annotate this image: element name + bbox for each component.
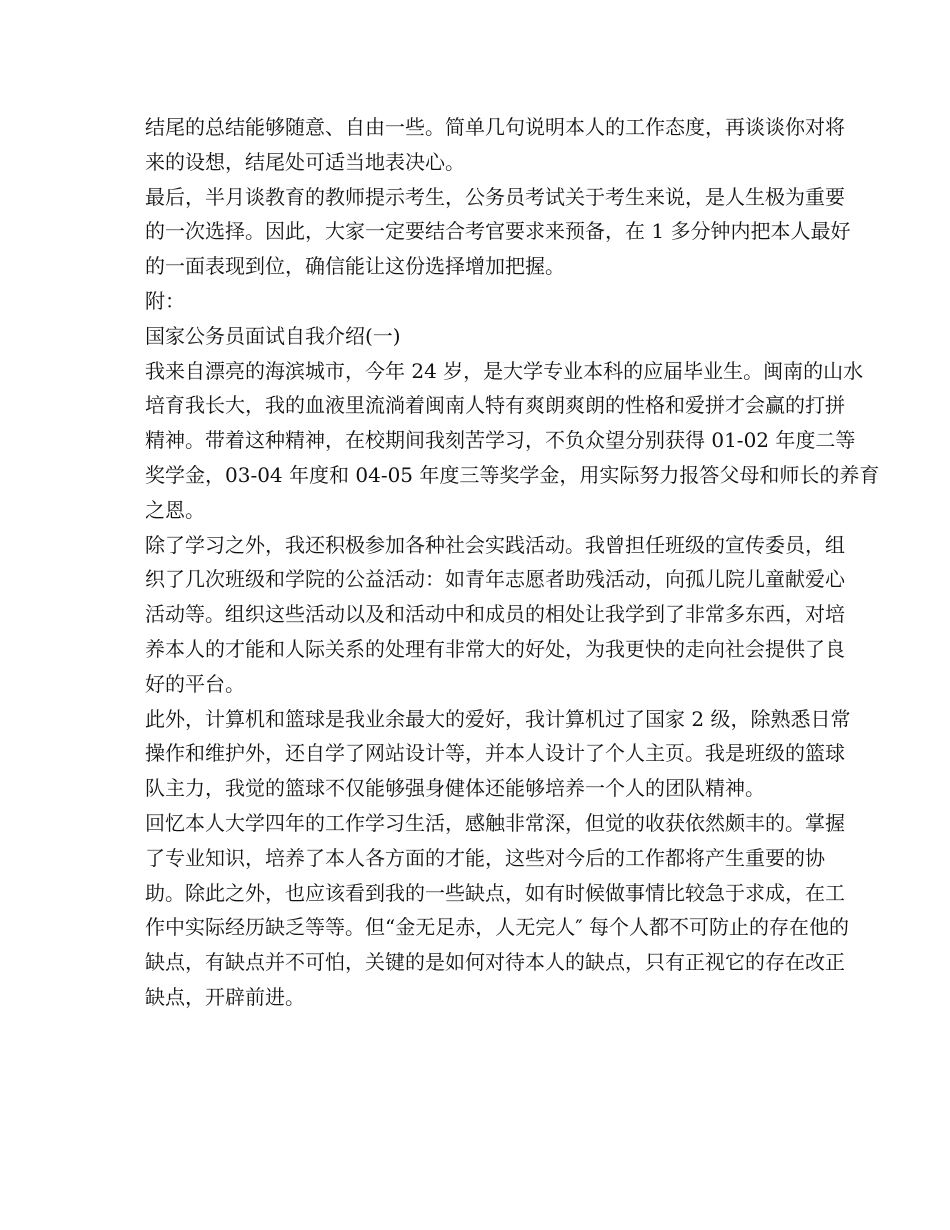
text-line: 除了学习之外，我还积极参加各种社会实践活动。我曾担任班级的宣传委员，组 (145, 532, 845, 557)
text-line: 最后，半月谈教育的教师提示考生，公务员考试关于考生来说，是人生极为重要 (145, 184, 845, 209)
text-line: 助。除此之外，也应该看到我的一些缺点，如有时候做事情比较急于求成，在工 (145, 880, 845, 905)
text-line: 作中实际经历缺乏等等。但“金无足赤，人无完人″ 每个人都不可防止的存在他的 (145, 915, 850, 940)
text-line: 培育我长大，我的血液里流淌着闽南人特有爽朗爽朗的性格和爱拼才会赢的打拼 (145, 393, 845, 418)
text-line: 活动等。组织这些活动以及和活动中和成员的相处让我学到了非常多东西，对培 (145, 602, 845, 627)
text-line: 附： (145, 288, 185, 313)
text-line: 好的平台。 (145, 671, 245, 696)
text-line: 的一次选择。因此，大家一定要结合考官要求来预备，在 1 多分钟内把本人最好 (145, 219, 851, 244)
text-line: 缺点，有缺点并不可怕，关键的是如何对待本人的缺点，只有正视它的存在改正 (145, 950, 845, 975)
text-line: 织了几次班级和学院的公益活动：如青年志愿者助残活动，向孤儿院儿童献爱心 (145, 567, 845, 592)
text-line: 之恩。 (145, 497, 205, 522)
text-line: 精神。带着这种精神，在校期间我刻苦学习，不负众望分别获得 01-02 年度二等 (145, 428, 856, 453)
text-line: 队主力，我觉的篮球不仅能够强身健体还能够培养一个人的团队精神。 (145, 776, 765, 801)
text-line: 我来自漂亮的海滨城市，今年 24 岁，是大学专业本科的应届毕业生。闽南的山水 (145, 358, 864, 383)
text-line: 的一面表现到位，确信能让这份选择增加把握。 (145, 254, 565, 279)
document-page (145, 110, 880, 1015)
text-line: 了专业知识，培养了本人各方面的才能，这些对今后的工作都将产生重要的协 (145, 845, 825, 870)
text-line: 操作和维护外，还自学了网站设计等，并本人设计了个人主页。我是班级的篮球 (145, 741, 845, 766)
text-line: 缺点，开辟前进。 (145, 984, 305, 1009)
text-line: 国家公务员面试自我介绍(一) (145, 323, 401, 348)
text-line: 来的设想，结尾处可适当地表决心。 (145, 149, 465, 174)
text-line: 结尾的总结能够随意、自由一些。简单几句说明本人的工作态度，再谈谈你对将 (145, 115, 845, 139)
text-line: 回忆本人大学四年的工作学习生活，感触非常深，但觉的收获依然颇丰的。掌握 (145, 810, 845, 835)
text-line: 养本人的才能和人际关系的处理有非常大的好处，为我更快的走向社会提供了良 (145, 636, 845, 661)
text-line: 此外，计算机和篮球是我业余最大的爱好，我计算机过了国家 2 级，除熟悉日常 (145, 706, 851, 731)
text-line: 奖学金，03-04 年度和 04-05 年度三等奖学金，用实际努力报答父母和师长的养育 (145, 462, 880, 487)
